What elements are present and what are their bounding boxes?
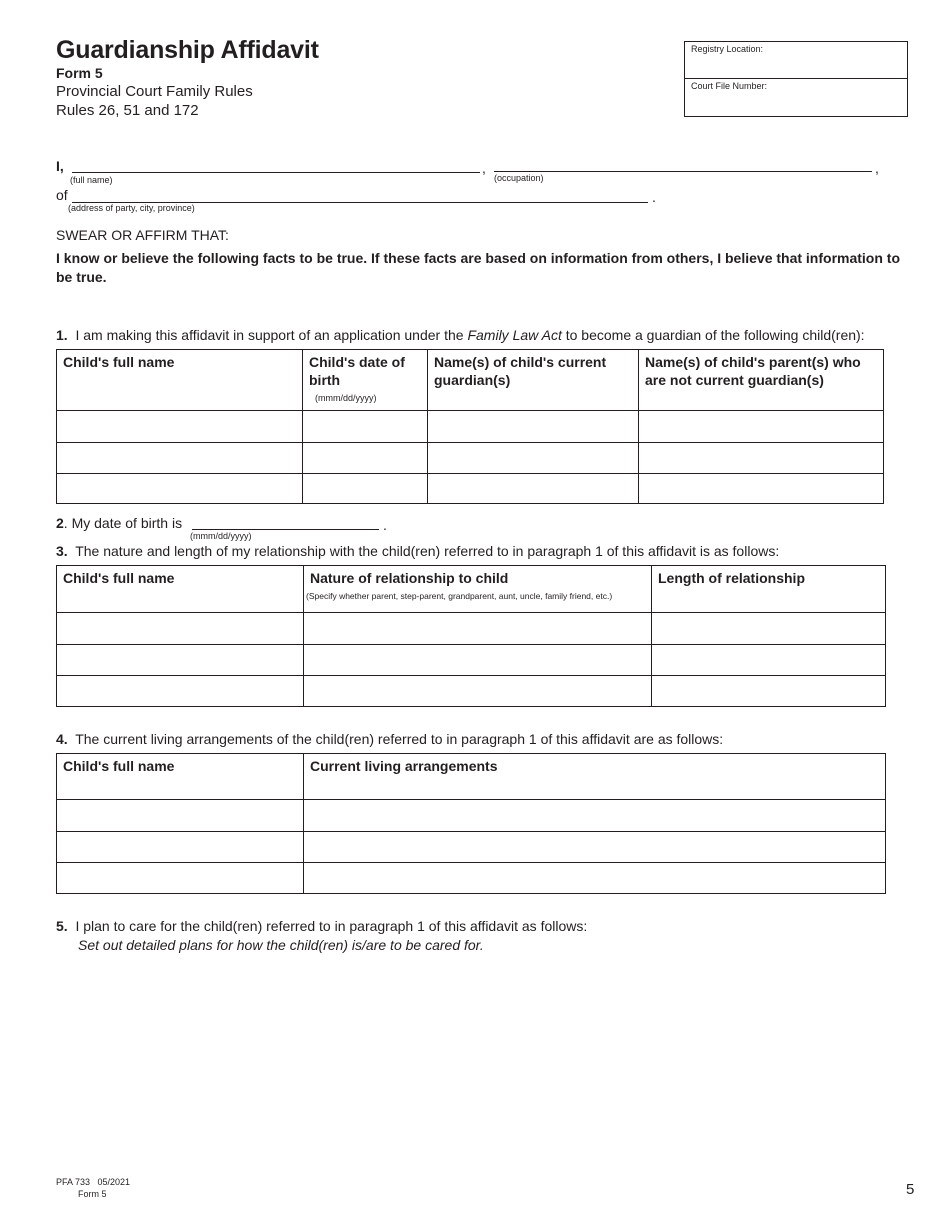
- full-name-label: (full name): [70, 175, 113, 185]
- para2-number: 2: [56, 515, 64, 531]
- address-label: (address of party, city, province): [68, 203, 195, 213]
- para1-number: 1.: [56, 327, 68, 343]
- dob-hint: (mmm/dd/yyyy): [315, 393, 377, 403]
- col-parents-not-guardians: Name(s) of child's parent(s) who are not current guardian(s): [639, 350, 884, 411]
- of-label: of: [56, 187, 68, 203]
- living-arrangements-table: [56, 753, 886, 894]
- table-cell[interactable]: [57, 645, 304, 676]
- rules-line-2: Rules 26, 51 and 172: [56, 102, 199, 119]
- page-number: 5: [906, 1181, 915, 1198]
- table-cell[interactable]: [304, 645, 652, 676]
- para4-text: [56, 731, 916, 747]
- table-row: [57, 474, 884, 504]
- belief-statement: I know or believe the following facts to be true. If these facts are based on information from others, I believe that information to be true.: [56, 250, 901, 285]
- i-label: I,: [56, 158, 64, 174]
- table-cell[interactable]: [57, 613, 304, 645]
- para5-body: I plan to care for the child(ren) referred to in paragraph 1 of this affidavit as follows:: [75, 918, 588, 934]
- para5-number: 5.: [56, 918, 68, 934]
- address-period: .: [652, 189, 656, 205]
- col-child-name: Child's full name: [57, 566, 304, 613]
- comma-2: ,: [875, 160, 879, 176]
- form-code: PFA 733 05/2021: [56, 1177, 131, 1187]
- table-cell[interactable]: [303, 474, 428, 504]
- table-header-row: [57, 566, 886, 613]
- table-cell[interactable]: [57, 832, 304, 863]
- registry-box: [684, 41, 908, 117]
- para4-number: 4.: [56, 731, 68, 747]
- table-cell[interactable]: [652, 676, 886, 707]
- registry-location-field[interactable]: [685, 42, 907, 79]
- table-cell[interactable]: [304, 613, 652, 645]
- table-cell[interactable]: [652, 645, 886, 676]
- col-child-dob: Child's date of birth (mmm/dd/yyyy): [303, 350, 428, 411]
- table-cell[interactable]: [57, 411, 303, 443]
- footer-form: Form 5: [78, 1189, 107, 1199]
- para2-period: .: [383, 517, 387, 533]
- col-current-guardians: Name(s) of child's current guardian(s): [428, 350, 639, 411]
- table-cell[interactable]: [428, 411, 639, 443]
- comma-1: ,: [482, 160, 486, 176]
- children-table: [56, 349, 884, 504]
- swear-heading: SWEAR OR AFFIRM THAT:: [56, 227, 229, 243]
- table-row: [57, 411, 884, 443]
- family-law-act: Family Law Act: [467, 327, 562, 343]
- court-file-number-label: Court File Number:: [691, 81, 768, 91]
- table-row: [57, 800, 886, 832]
- table-cell[interactable]: [428, 474, 639, 504]
- table-header-row: [57, 754, 886, 800]
- care-plan-area[interactable]: [56, 960, 894, 1160]
- my-dob-field[interactable]: [192, 529, 379, 530]
- table-row: [57, 863, 886, 894]
- table-row: [57, 676, 886, 707]
- para5-text: [56, 918, 916, 934]
- table-cell[interactable]: [639, 474, 884, 504]
- col-living-arrangements: Current living arrangements: [304, 754, 886, 800]
- relationship-table: [56, 565, 886, 707]
- registry-location-label: Registry Location:: [691, 44, 764, 54]
- table-cell[interactable]: [304, 676, 652, 707]
- table-cell[interactable]: [303, 411, 428, 443]
- table-cell[interactable]: [57, 800, 304, 832]
- para5-instruction: Set out detailed plans for how the child(ren) is/are to be cared for.: [78, 937, 484, 953]
- para3-number: 3.: [56, 543, 68, 559]
- table-cell[interactable]: [304, 863, 886, 894]
- occupation-field[interactable]: [494, 171, 872, 172]
- form-number: Form 5: [56, 65, 103, 81]
- table-row: [57, 443, 884, 474]
- table-cell[interactable]: [304, 832, 886, 863]
- table-cell[interactable]: [639, 411, 884, 443]
- col-child-name: Child's full name: [57, 754, 304, 800]
- para2-hint: (mmm/dd/yyyy): [190, 531, 252, 541]
- table-cell[interactable]: [57, 863, 304, 894]
- table-cell[interactable]: [428, 443, 639, 474]
- para2-text: [56, 515, 182, 531]
- col-child-name: Child's full name: [57, 350, 303, 411]
- para1-text-a: I am making this affidavit in support of an application under the: [75, 327, 468, 343]
- col-length-relationship: Length of relationship: [652, 566, 886, 613]
- table-cell[interactable]: [639, 443, 884, 474]
- table-cell[interactable]: [57, 443, 303, 474]
- para1-text-b: to become a guardian of the following child(ren):: [561, 327, 865, 343]
- table-cell[interactable]: [652, 613, 886, 645]
- occupation-label: (occupation): [494, 173, 544, 183]
- rules-line-1: Provincial Court Family Rules: [56, 83, 253, 100]
- table-header-row: [57, 350, 884, 411]
- table-cell[interactable]: [57, 676, 304, 707]
- court-file-number-field[interactable]: [685, 79, 907, 115]
- table-cell[interactable]: [303, 443, 428, 474]
- para1-text: [56, 327, 916, 343]
- table-cell[interactable]: [57, 474, 303, 504]
- col-nature-relationship: Nature of relationship to child (Specify whether parent, step-parent, grandparent, aunt, uncle, family friend, etc.): [304, 566, 652, 613]
- table-row: [57, 645, 886, 676]
- table-row: [57, 613, 886, 645]
- para2-label: . My date of birth is: [63, 515, 183, 531]
- nature-hint: (Specify whether parent, step-parent, grandparent, aunt, uncle, family friend, etc.): [306, 591, 613, 601]
- para3-text: [56, 543, 916, 559]
- page-title: Guardianship Affidavit: [56, 36, 319, 64]
- full-name-field[interactable]: [72, 172, 480, 173]
- para4-body: The current living arrangements of the child(ren) referred to in paragraph 1 of this affidavit are as follows:: [75, 731, 724, 747]
- para3-body: The nature and length of my relationship with the child(ren) referred to in paragraph 1 of this affidavit is as follows:: [75, 543, 780, 559]
- table-row: [57, 832, 886, 863]
- table-cell[interactable]: [304, 800, 886, 832]
